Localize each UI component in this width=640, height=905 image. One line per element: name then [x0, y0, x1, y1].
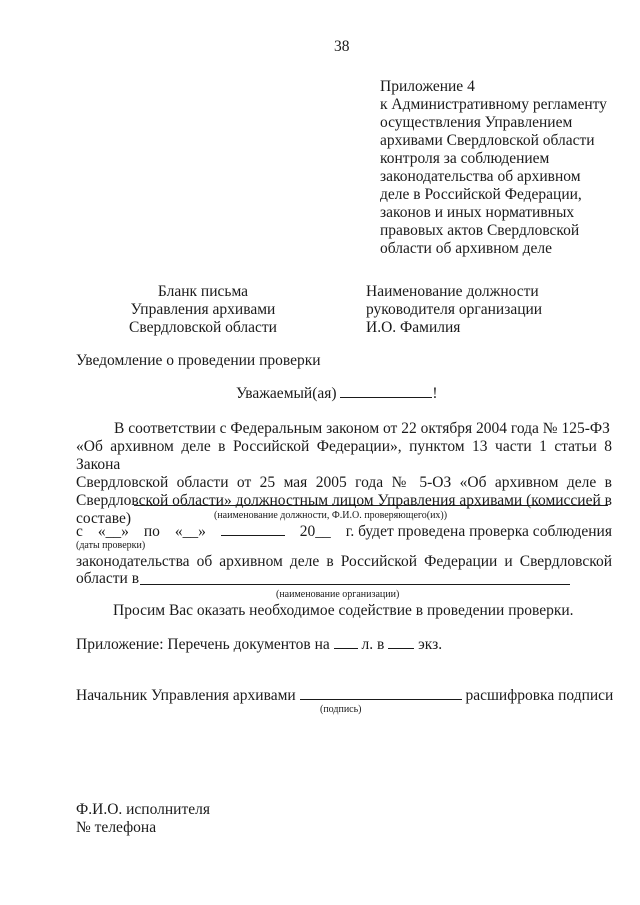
greeting-suffix: ! [432, 385, 438, 402]
appendix-line: архивами Свердловской области [380, 132, 595, 149]
appendix-line: контроля за соблюдением [380, 150, 550, 167]
signature-role: Начальник Управления архивами [76, 687, 296, 704]
greeting-blank [340, 385, 432, 398]
paragraph-line: «Об архивном деле в Российской Федерации», пунктом 13 части 1 статьи 8 Закона [76, 438, 612, 473]
pages-blank [334, 636, 358, 649]
paragraph-line: Свердловской области» должностным лицом Управления архивами (комиссией в [76, 492, 612, 509]
appendix-line: осуществления Управлением [380, 114, 573, 131]
letterhead-right [366, 283, 542, 337]
attachment-suffix: экз. [418, 636, 443, 653]
letterhead-left [118, 283, 288, 337]
date-year: 20__ [299, 523, 331, 540]
paragraph-line: составе) [76, 510, 132, 527]
caption-inspector: (наименование должности, Ф.И.О. проверяющего(их)) [214, 510, 448, 521]
letterhead-left-line: Свердловской области [129, 319, 277, 336]
executor-name: Ф.И.О. исполнителя [76, 801, 210, 818]
caption-dates: (даты проверки) [76, 540, 146, 551]
organization-blank-line [140, 584, 570, 585]
paragraph-line: Свердловской области от 25 мая 2005 года № 5-ОЗ «Об архивном деле в [76, 474, 612, 491]
region-line: области в [76, 570, 140, 587]
date-rest: г. будет проведена проверка соблюдения [345, 523, 612, 540]
letterhead-left-line: Бланк письма [157, 283, 249, 300]
greeting-prefix: Уважаемый(ая) [236, 385, 337, 402]
attachment-mid: л. в [361, 636, 385, 653]
month-blank [221, 523, 285, 536]
appendix-line: области об архивном деле [380, 240, 553, 257]
copies-blank [388, 636, 414, 649]
appendix-line: правовых актов Свердловской [380, 222, 580, 239]
law-line-text: законодательства об архивном деле в Российской Федерации и Свердловской [76, 553, 612, 570]
paragraph-line: В соответствии с Федеральным законом от 22 октября 2004 года № 125-ФЗ [114, 420, 610, 437]
date-c: с [76, 523, 83, 540]
letterhead-left-line: Управления архивами [130, 301, 276, 318]
request-line: Просим Вас оказать необходимое содействие в проведении проверки. [113, 602, 574, 619]
attachment-prefix: Приложение: Перечень документов на [76, 636, 330, 653]
appendix-line: Приложение 4 [380, 78, 475, 95]
inspector-blank-line [134, 505, 608, 506]
date-line [76, 523, 612, 541]
page-number: 38 [334, 38, 350, 55]
caption-organization: (наименование организации) [276, 589, 400, 600]
date-po: по [143, 523, 160, 540]
appendix-line: деле в Российской Федерации, [380, 186, 582, 203]
signature-decode: расшифровка подписи [465, 687, 614, 704]
signature-blank [300, 687, 462, 700]
subject-line: Уведомление о проведении проверки [76, 352, 321, 369]
appendix-line: законодательства об архивном [380, 168, 581, 185]
letterhead-right-line: руководителя организации [366, 301, 543, 318]
appendix-line: к Административному регламенту [380, 96, 607, 113]
letterhead-right-line: Наименование должности [366, 283, 539, 300]
caption-signature: (подпись) [320, 704, 362, 715]
greeting [236, 385, 438, 403]
law-line [76, 553, 612, 571]
appendix-line: законов и иных нормативных [380, 204, 575, 221]
executor-phone: № телефона [76, 819, 157, 836]
signature-line [76, 687, 613, 705]
date-end: «__» [174, 523, 206, 540]
appendix-block [380, 78, 607, 258]
attachment-line [76, 636, 442, 654]
letterhead-right-line: И.О. Фамилия [366, 319, 461, 336]
date-start: «__» [97, 523, 129, 540]
